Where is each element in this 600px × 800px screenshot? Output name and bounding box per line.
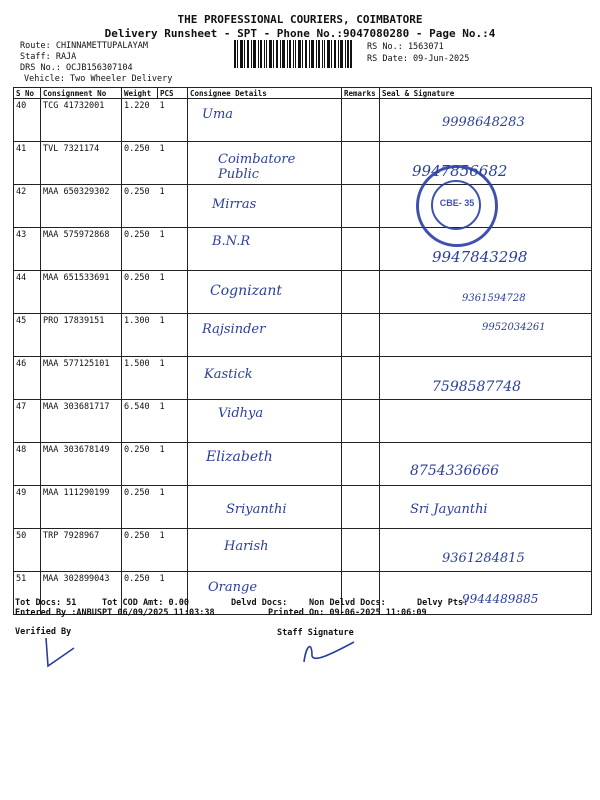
signature-handwriting: Sri Jayanthi <box>410 502 488 517</box>
staff-signature-mark <box>298 636 358 664</box>
barcode-image <box>234 40 352 68</box>
table-row <box>14 357 592 400</box>
delivery-points: Delvy Pts: <box>417 598 469 608</box>
row-pcs: 1 <box>158 400 188 443</box>
rs-number: RS No.: 1563071 <box>367 42 444 52</box>
vehicle-label: Vehicle: Two Wheeler Delivery <box>24 74 173 84</box>
table-row <box>14 529 592 572</box>
row-sno: 49 <box>14 486 41 529</box>
row-consignment-no: TRP 7928967 <box>41 529 122 572</box>
row-remarks <box>342 228 380 271</box>
row-consignment-no: MAA 575972868 <box>41 228 122 271</box>
row-weight: 1.220 <box>122 99 158 142</box>
row-sno: 48 <box>14 443 41 486</box>
row-signature-cell <box>380 271 592 314</box>
row-remarks <box>342 142 380 185</box>
row-signature-cell <box>380 357 592 400</box>
table-header-row <box>14 88 592 99</box>
staff-label: Staff: RAJA <box>20 52 77 62</box>
signature-handwriting: 9944489885 <box>462 592 539 606</box>
row-signature-cell <box>380 400 592 443</box>
row-consignment-no: MAA 303678149 <box>41 443 122 486</box>
row-weight: 0.250 <box>122 572 158 615</box>
row-weight: 0.250 <box>122 529 158 572</box>
consignee-handwriting: Uma <box>202 107 234 122</box>
consignee-handwriting: Rajsinder <box>202 322 266 337</box>
row-consignee-cell <box>188 400 342 443</box>
row-sno: 47 <box>14 400 41 443</box>
row-sno: 42 <box>14 185 41 228</box>
signature-handwriting: 8754336666 <box>410 463 500 479</box>
row-consignment-no: PRO 17839151 <box>41 314 122 357</box>
row-remarks <box>342 271 380 314</box>
signature-handwriting: 9952034261 <box>482 322 546 333</box>
row-remarks <box>342 443 380 486</box>
row-pcs: 1 <box>158 486 188 529</box>
table-row <box>14 142 592 185</box>
col-signature: Seal & Signature <box>380 88 592 99</box>
row-pcs: 1 <box>158 228 188 271</box>
consignee-handwriting: Elizabeth <box>206 449 273 465</box>
signature-handwriting: 9998648283 <box>442 115 525 130</box>
row-consignee-cell <box>188 443 342 486</box>
row-consignee-cell <box>188 271 342 314</box>
company-title: THE PROFESSIONAL COURIERS, COIMBATORE <box>177 13 423 26</box>
row-sno: 43 <box>14 228 41 271</box>
table-row <box>14 185 592 228</box>
total-docs: Tot Docs: 51 <box>15 598 77 608</box>
table-row <box>14 486 592 529</box>
col-consignee: Consignee Details <box>188 88 342 99</box>
row-consignee-cell <box>188 486 342 529</box>
row-consignment-no: MAA 577125101 <box>41 357 122 400</box>
row-consignee-cell <box>188 185 342 228</box>
table-row <box>14 314 592 357</box>
row-remarks <box>342 99 380 142</box>
row-consignment-no: MAA 651533691 <box>41 271 122 314</box>
row-signature-cell <box>380 443 592 486</box>
row-remarks <box>342 357 380 400</box>
row-consignee-cell <box>188 529 342 572</box>
verifier-signature-mark <box>40 636 80 670</box>
consignee-handwriting: Coimbatore Public <box>218 152 296 182</box>
row-remarks <box>342 314 380 357</box>
consignee-handwriting: Orange <box>208 580 258 595</box>
row-weight: 1.300 <box>122 314 158 357</box>
row-weight: 0.250 <box>122 228 158 271</box>
consignee-handwriting: Mirras <box>212 197 257 212</box>
col-weight: Weight <box>122 88 158 99</box>
verified-by-label: Verified By <box>15 627 72 637</box>
row-pcs: 1 <box>158 529 188 572</box>
runsheet-subtitle: Delivery Runsheet - SPT - Phone No.:9047080280 - Page No.:4 <box>104 27 496 40</box>
col-remarks: Remarks <box>342 88 380 99</box>
row-consignment-no: TCG 41732001 <box>41 99 122 142</box>
drs-label: DRS No.: OCJB156307104 <box>20 63 133 73</box>
row-signature-cell <box>380 314 592 357</box>
row-remarks <box>342 529 380 572</box>
delivered-docs: Delvd Docs: <box>231 598 288 608</box>
row-pcs: 1 <box>158 271 188 314</box>
consignee-handwriting: Harish <box>224 539 269 554</box>
total-cod-amount: Tot COD Amt: 0.00 <box>102 598 189 608</box>
row-weight: 0.250 <box>122 443 158 486</box>
row-pcs: 1 <box>158 443 188 486</box>
row-signature-cell <box>380 529 592 572</box>
consignee-handwriting: Vidhya <box>218 406 264 421</box>
consignee-handwriting: Kastick <box>204 367 253 382</box>
non-delivered-docs: Non Delvd Docs: <box>309 598 386 608</box>
consignee-handwriting: Sriyanthi <box>226 502 287 517</box>
courier-seal-stamp <box>416 165 498 247</box>
printed-on: Printed On: 09-06-2025 11:06:09 <box>268 608 427 618</box>
col-sno: S No <box>14 88 41 99</box>
rs-date: RS Date: 09-Jun-2025 <box>367 54 470 64</box>
signature-handwriting: 9361594728 <box>462 293 526 304</box>
col-pcs: PCS <box>158 88 188 99</box>
row-sno: 46 <box>14 357 41 400</box>
row-consignment-no: MAA 650329302 <box>41 185 122 228</box>
row-pcs: 1 <box>158 572 188 615</box>
row-consignee-cell <box>188 99 342 142</box>
signature-handwriting: 9361284815 <box>442 551 525 566</box>
signature-handwriting: 9947856682 <box>412 162 508 180</box>
row-sno: 40 <box>14 99 41 142</box>
row-weight: 0.250 <box>122 142 158 185</box>
table-row <box>14 400 592 443</box>
row-consignment-no: MAA 303681717 <box>41 400 122 443</box>
row-remarks <box>342 486 380 529</box>
row-weight: 0.250 <box>122 486 158 529</box>
signature-handwriting: 9947843298 <box>432 248 528 266</box>
table-row <box>14 443 592 486</box>
row-consignment-no: MAA 302899043 <box>41 572 122 615</box>
staff-signature-label: Staff Signature <box>277 628 354 638</box>
row-remarks <box>342 400 380 443</box>
row-sno: 51 <box>14 572 41 615</box>
row-consignment-no: MAA 111290199 <box>41 486 122 529</box>
table-row <box>14 271 592 314</box>
table-row <box>14 228 592 271</box>
signature-handwriting: 7598587748 <box>432 379 522 395</box>
runsheet-table <box>13 87 592 615</box>
row-pcs: 1 <box>158 142 188 185</box>
row-pcs: 1 <box>158 185 188 228</box>
entered-by: Entered By :ANBUSPT 06/09/2025 11:03:38 <box>15 608 215 618</box>
row-sno: 41 <box>14 142 41 185</box>
row-signature-cell <box>380 99 592 142</box>
row-consignee-cell <box>188 314 342 357</box>
table-row <box>14 99 592 142</box>
row-sno: 44 <box>14 271 41 314</box>
row-pcs: 1 <box>158 314 188 357</box>
row-remarks <box>342 185 380 228</box>
row-weight: 1.500 <box>122 357 158 400</box>
row-sno: 50 <box>14 529 41 572</box>
row-pcs: 1 <box>158 99 188 142</box>
consignee-handwriting: B.N.R <box>212 234 251 249</box>
consignee-handwriting: Cognizant <box>210 283 282 299</box>
row-sno: 45 <box>14 314 41 357</box>
row-weight: 6.540 <box>122 400 158 443</box>
row-consignment-no: TVL 7321174 <box>41 142 122 185</box>
row-consignee-cell <box>188 228 342 271</box>
row-pcs: 1 <box>158 357 188 400</box>
col-consignment: Consignment No <box>41 88 122 99</box>
route-label: Route: CHINNAMETTUPALAYAM <box>20 41 148 51</box>
stamp-text: CBE- 35 <box>439 198 475 208</box>
row-signature-cell <box>380 486 592 529</box>
row-weight: 0.250 <box>122 185 158 228</box>
row-consignee-cell <box>188 142 342 185</box>
row-consignee-cell <box>188 357 342 400</box>
row-weight: 0.250 <box>122 271 158 314</box>
